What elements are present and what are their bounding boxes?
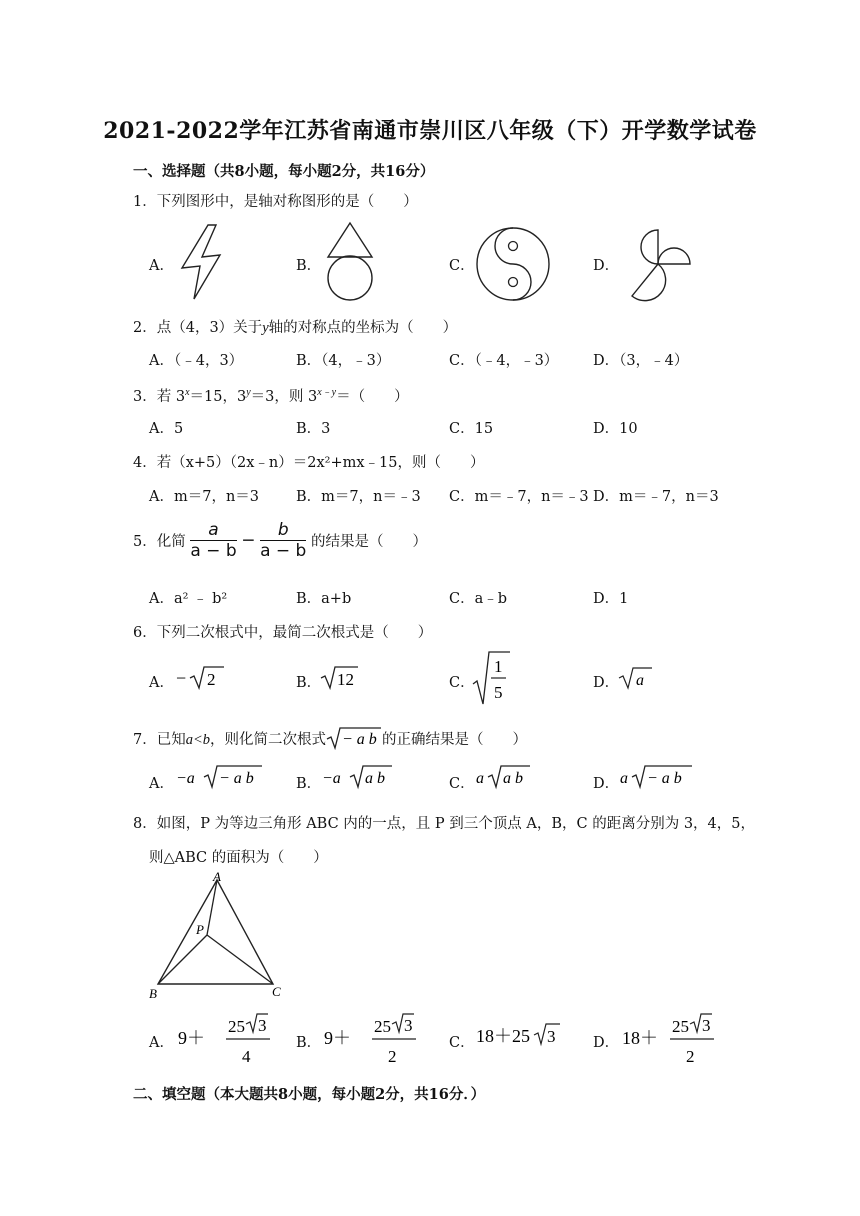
integer-part: 9＋: [178, 1028, 205, 1048]
question-7-option-c-label: C．: [449, 776, 475, 792]
option-d-expression: [620, 1010, 716, 1068]
option-a-expression: [176, 1010, 272, 1068]
question-4-option-b: B．m＝7，n＝﹣3: [296, 489, 421, 505]
question-3-part-a: 3．若 3: [133, 388, 186, 405]
question-5-option-b: B．a+b: [296, 591, 352, 607]
question-3-part-c: ＝3，则 3: [250, 388, 318, 405]
denominator: 2: [686, 1047, 695, 1066]
option-b-expression: [322, 764, 394, 790]
question-1-stem: 1．下列图形中，是轴对称图形的是（ ）: [133, 194, 418, 210]
minus-sign: −: [241, 530, 256, 551]
question-6-option-a-label: A．: [149, 675, 174, 691]
numerator-coef: 25: [672, 1017, 689, 1036]
radicand: 3: [404, 1016, 413, 1035]
vertex-b-label: B: [149, 986, 157, 1001]
question-8-line-2: 则△ABC 的面积为（ ）: [149, 850, 328, 866]
question-2-option-a: A．（﹣4，3）: [149, 353, 244, 369]
question-7-part-c: 的正确结果是（ ）: [382, 732, 528, 748]
radicand: 2: [207, 670, 216, 689]
numerator-coef: 25: [228, 1017, 245, 1036]
question-5-option-d: D．1: [593, 591, 629, 607]
sqrt-one-fifth: [472, 650, 512, 706]
option-c-expression: [474, 1020, 564, 1050]
radicand: 3: [702, 1016, 711, 1035]
triangle-abc-diagram: [145, 870, 295, 1005]
triangle-over-circle-icon: [322, 221, 378, 303]
numerator-coef: 25: [374, 1017, 391, 1036]
option-b-expression: [322, 1010, 418, 1068]
radicand: a b: [503, 770, 523, 787]
exponent-x: x: [185, 387, 190, 398]
question-2-stem-b: 轴的对称点的坐标为（ ）: [268, 320, 458, 336]
fraction-a-over-a-minus-b: [190, 520, 236, 561]
question-7-option-a-label: A．: [149, 776, 174, 792]
question-4-option-d: D．m＝﹣7，n＝3: [593, 489, 719, 505]
fraction-1-numerator: a: [190, 520, 236, 541]
option-d-label: D．: [593, 258, 620, 274]
question-3-part-d: ＝（ ）: [336, 388, 409, 405]
lightning-bolt-icon: [176, 222, 228, 302]
question-8-option-b-label: B．: [296, 1035, 322, 1051]
question-2-option-d: D．（3，﹣4）: [593, 353, 689, 369]
coefficient: −a: [322, 770, 341, 787]
vertex-a-label: A: [213, 870, 221, 884]
question-7-stem: [133, 726, 527, 750]
integer-part: 18＋25: [476, 1026, 530, 1046]
question-3-option-b: B．3: [296, 421, 331, 437]
radicand: 3: [547, 1027, 556, 1046]
option-a-label: A．: [149, 258, 174, 274]
fraction-1-denominator: a − b: [190, 541, 237, 561]
yin-yang-icon: [475, 226, 551, 302]
radicand: − a b: [647, 770, 682, 787]
neg-sqrt-2: [176, 664, 226, 692]
condition-a-less-b: a<b: [185, 732, 211, 748]
question-2-option-c: C．（﹣4，﹣3）: [449, 353, 559, 369]
denominator: 2: [388, 1047, 397, 1066]
question-2-option-b: B．（4，﹣3）: [296, 353, 391, 369]
question-5-option-c: C．a﹣b: [449, 591, 508, 607]
section-heading-fill-in: 二、填空题（本大题共8小题，每小题2分，共16分．）: [133, 1086, 486, 1103]
question-5-prefix: 5．化简: [133, 534, 186, 550]
question-8-option-c-label: C．: [449, 1035, 475, 1051]
question-6-stem: 6．下列二次根式中，最简二次根式是（ ）: [133, 625, 433, 641]
denominator: 4: [242, 1047, 251, 1066]
minus-sign: −: [176, 668, 187, 688]
radicand: − a b: [342, 731, 377, 748]
question-3-option-d: D．10: [593, 421, 638, 437]
option-b-label: B．: [296, 258, 322, 274]
question-8-option-a-label: A．: [149, 1035, 174, 1051]
question-3-part-b: ＝15，3: [189, 388, 247, 405]
question-6-option-c-label: C．: [449, 675, 475, 691]
option-a-expression: [176, 764, 266, 790]
question-2-var: y: [262, 320, 269, 336]
sqrt-neg-ab: [326, 726, 382, 750]
question-2-stem-a: 2．点（4，3）关于: [133, 320, 263, 336]
question-4-stem: 4．若（x+5）（2x﹣n）＝2x²+mx﹣15，则（ ）: [133, 455, 485, 471]
radicand: − a b: [219, 770, 254, 787]
coefficient: a: [476, 770, 484, 787]
pinwheel-icon: [620, 224, 696, 302]
exponent-y: y: [246, 387, 251, 398]
option-c-expression: [476, 764, 536, 790]
integer-part: 18＋: [622, 1028, 658, 1048]
question-5-stem: [133, 520, 427, 561]
question-5-suffix: 的结果是（ ）: [310, 534, 427, 550]
question-3-option-a: A．5: [149, 421, 184, 437]
radicand: 3: [258, 1016, 267, 1035]
exponent-x-minus-y: x﹣y: [317, 387, 337, 398]
coefficient: a: [620, 770, 628, 787]
question-3-option-c: C．15: [449, 421, 494, 437]
question-7-option-d-label: D．: [593, 776, 620, 792]
numerator: 1: [494, 657, 503, 676]
radicand: a: [636, 672, 644, 689]
question-6-option-d-label: D．: [593, 675, 620, 691]
question-7-part-a: 7．已知: [133, 732, 186, 748]
radicand: a b: [365, 770, 385, 787]
coefficient: −a: [176, 770, 195, 787]
question-4-option-a: A．m＝7，n＝3: [149, 489, 260, 505]
sqrt-a: [618, 664, 654, 692]
fraction-b-over-a-minus-b: [260, 520, 306, 561]
question-8-option-d-label: D．: [593, 1035, 620, 1051]
question-8-line-1: 8．如图，P 为等边三角形 ABC 内的一点，且 P 到三个顶点 A，B，C 的距离分别为 3，4，5，: [133, 816, 755, 832]
point-p-label: P: [196, 922, 204, 937]
option-d-expression: [620, 764, 696, 790]
integer-part: 9＋: [324, 1028, 351, 1048]
option-c-label: C．: [449, 258, 475, 274]
vertex-c-label: C: [272, 984, 281, 999]
question-7-option-b-label: B．: [296, 776, 322, 792]
question-2-stem: [133, 316, 457, 337]
fraction-2-denominator: a − b: [260, 541, 307, 561]
sqrt-12: [320, 664, 360, 692]
question-3-stem: [133, 383, 409, 406]
question-6-option-b-label: B．: [296, 675, 322, 691]
section-heading-choice: 一、选择题（共8小题，每小题2分，共16分）: [133, 163, 435, 180]
question-5-option-a: A．a² ﹣ b²: [149, 591, 228, 607]
page-title: 2021-2022学年江苏省南通市崇川区八年级（下）开学数学试卷: [103, 118, 757, 144]
radicand: 12: [337, 670, 354, 689]
fraction-2-numerator: b: [260, 520, 306, 541]
denominator: 5: [494, 683, 503, 702]
question-4-option-c: C．m＝﹣7，n＝﹣3: [449, 489, 589, 505]
question-7-part-b: ，则化简二次根式: [210, 732, 327, 748]
